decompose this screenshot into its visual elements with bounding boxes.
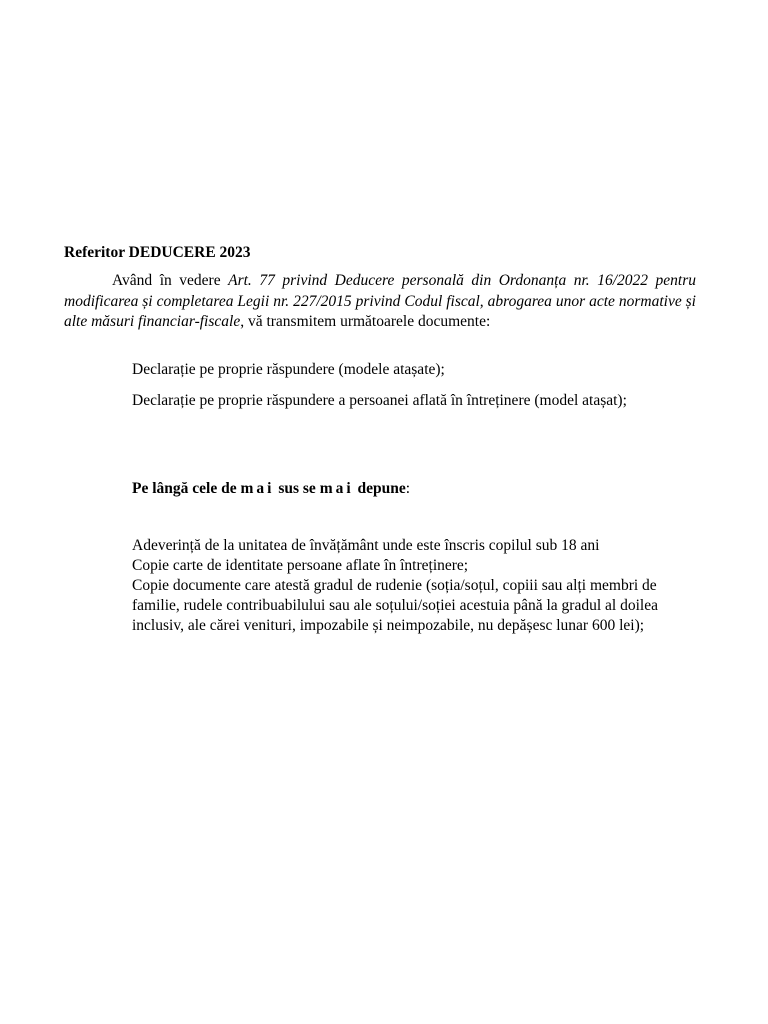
sub-heading-part-e: depune <box>353 480 406 497</box>
sub-heading-part-c: sus se <box>274 480 320 497</box>
sub-heading-colon: : <box>405 480 411 497</box>
intro-text-end: , vă transmitem următoarele documente: <box>240 313 491 330</box>
additional-documents-list <box>132 536 672 636</box>
intro-paragraph <box>64 271 696 333</box>
additional-item-school-certificate: Adeverință de la unitatea de învățământ unde este înscris copilul sub 18 ani <box>132 537 600 554</box>
document-item-declaration: Declarație pe proprie răspundere (modele atașate); <box>132 361 445 378</box>
sub-heading-part-d: mai <box>319 480 354 497</box>
additional-item-id-copy: Copie carte de identitate persoane aflate în întreținere; <box>132 557 469 574</box>
sub-heading-part-a: Pe lângă cele de <box>132 480 241 497</box>
document-item-dependent-declaration: Declarație pe proprie răspundere a persoanei aflată în întreținere (model atașat); <box>132 392 627 409</box>
intro-legal-reference: Art. 77 privind Deducere personală din Ordonanța nr. 16/2022 pentru modificarea și completarea Legii nr. 227/2015 privind Codul fiscal, abrogarea unor acte normative și alte măsuri financiar-fiscale <box>64 272 696 330</box>
sub-heading-part-b: mai <box>240 480 275 497</box>
additional-item-kinship-documents: Copie documente care atestă gradul de rudenie (soția/soțul, copiii sau alți membri de familie, rudele contribuabilului sau ale soțului/soției acestuia până la gradul al doilea inclusiv, ale cărei venituri, impozabile și neimpozabile, nu depășesc lunar 600 lei); <box>132 577 658 634</box>
additional-documents-heading <box>132 479 410 499</box>
document-heading: Referitor DEDUCERE 2023 <box>64 244 251 261</box>
intro-text-start: Având în vedere <box>112 272 229 289</box>
